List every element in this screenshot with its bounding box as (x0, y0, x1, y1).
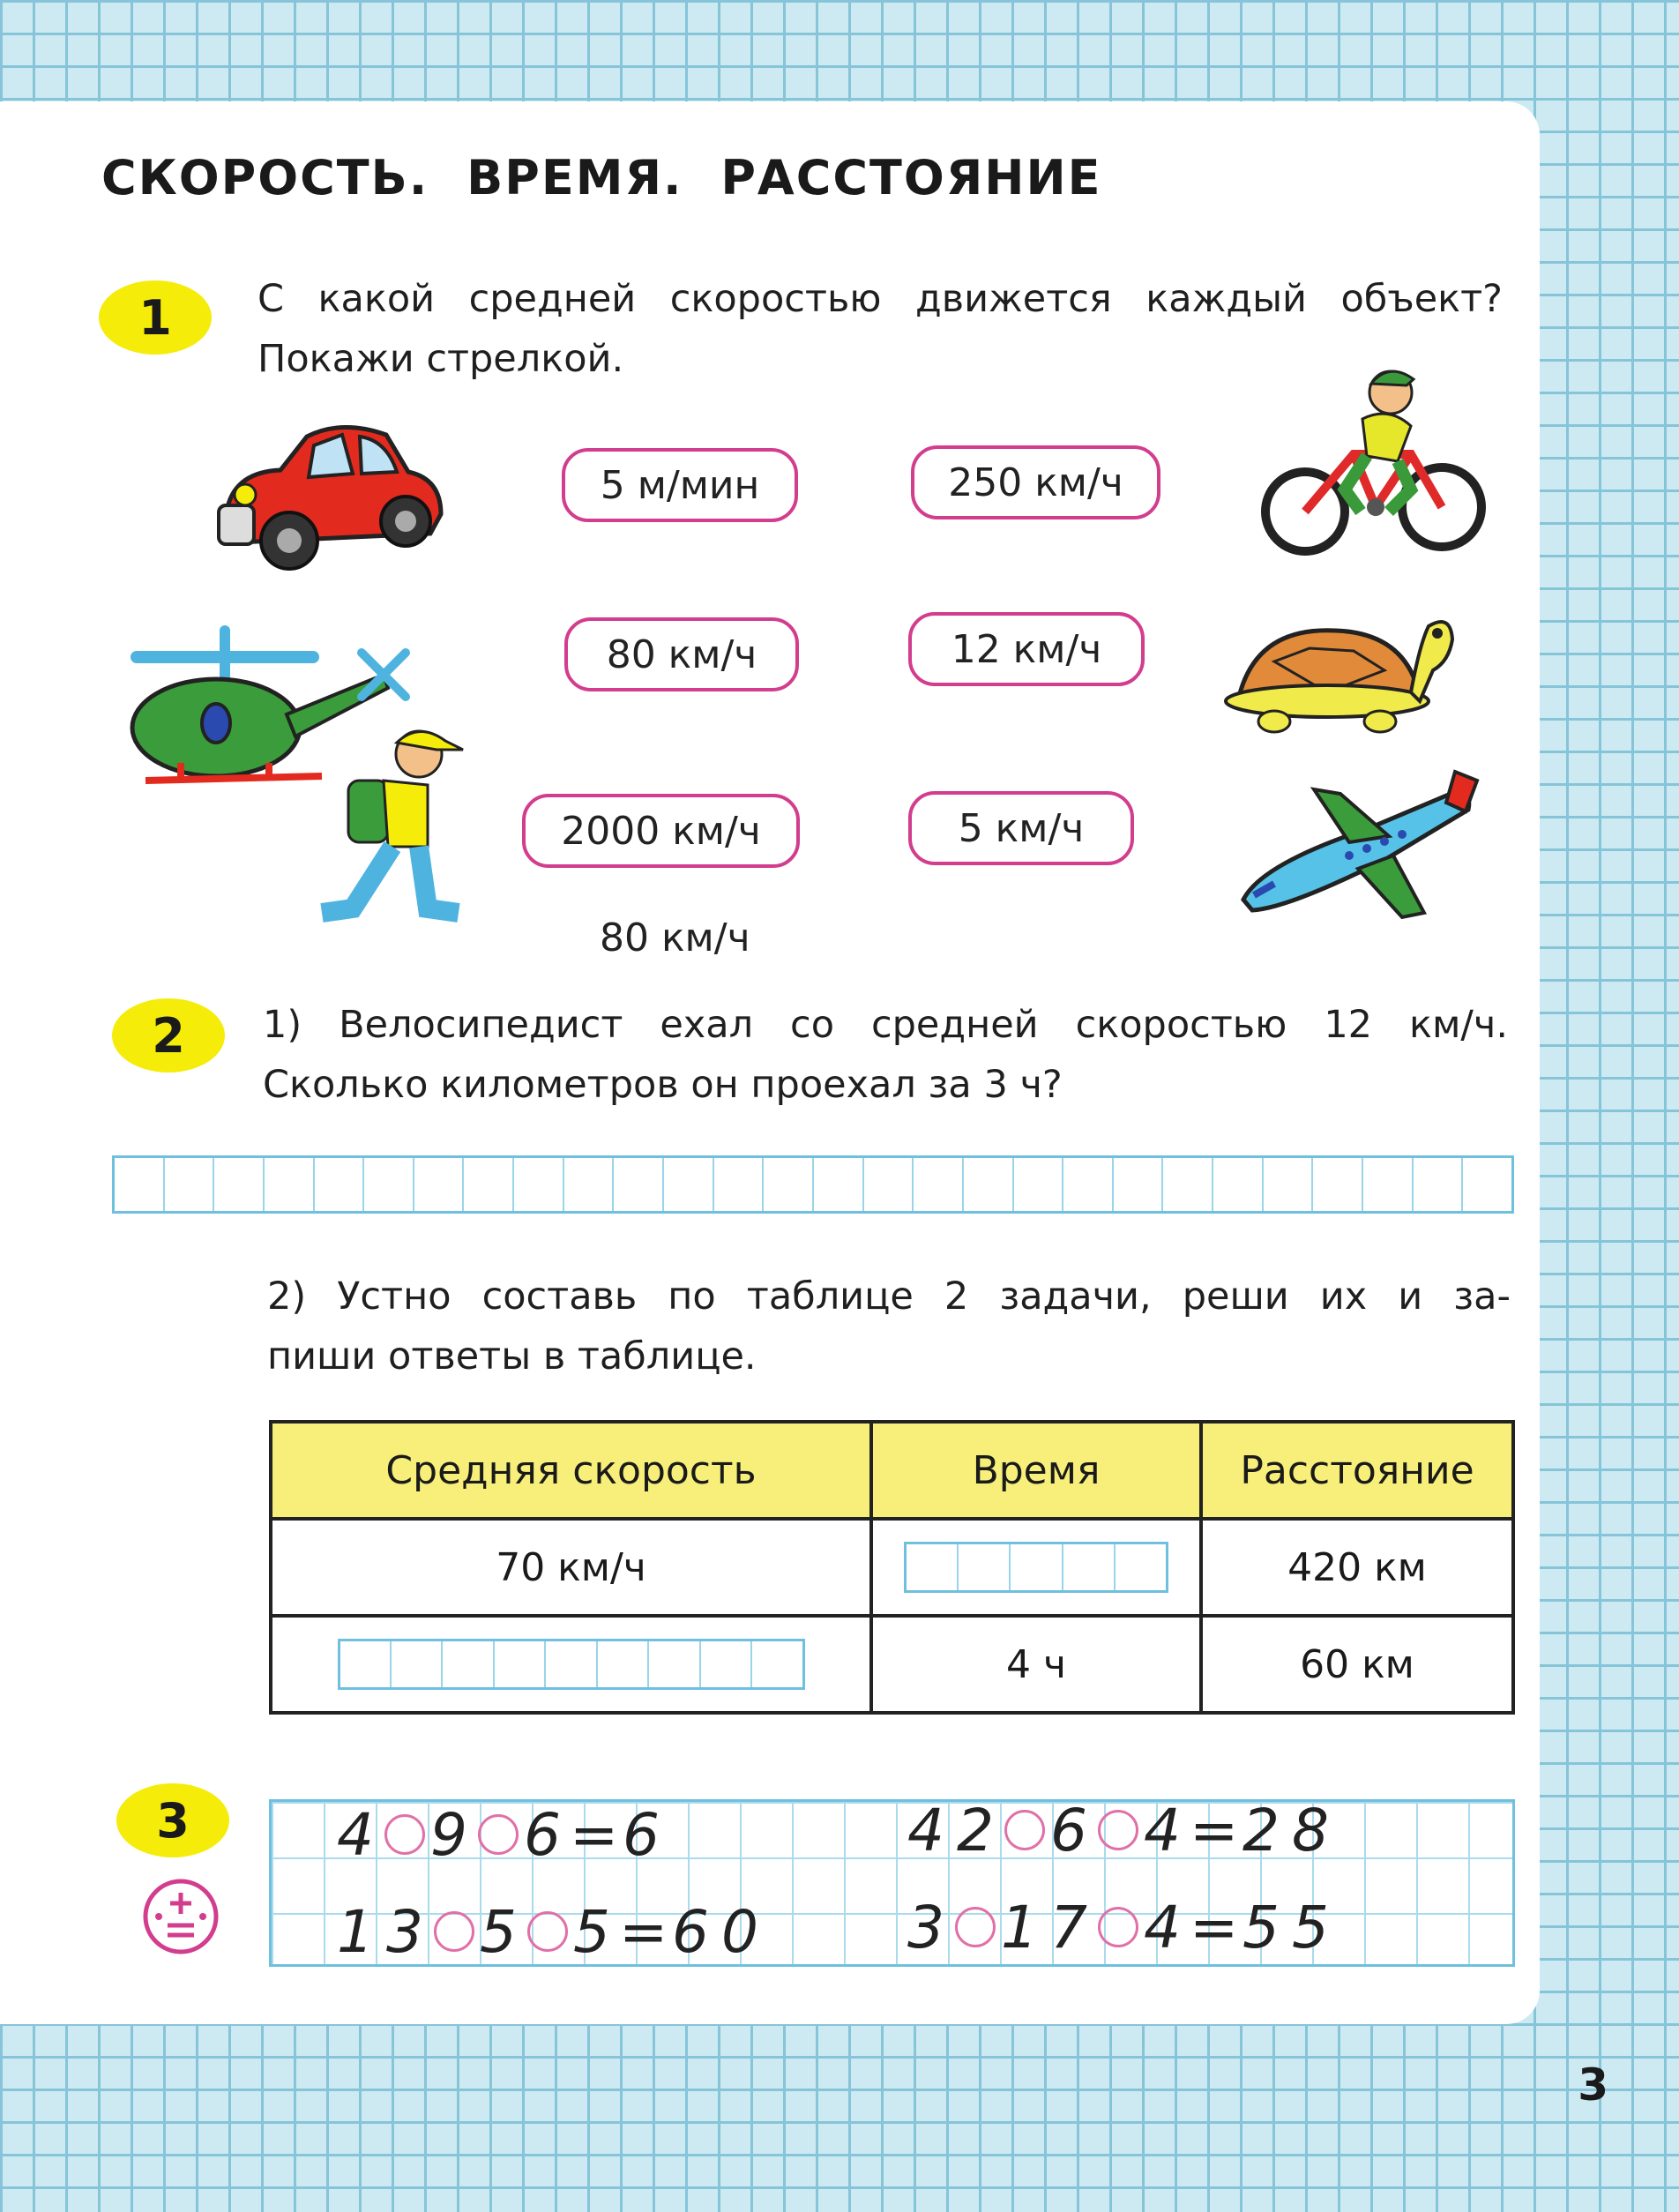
cell-time: 4 ч (871, 1616, 1201, 1713)
eq2-digit: 4 (907, 1796, 950, 1865)
page-title: СКОРОСТЬ. ВРЕМЯ. РАССТОЯНИЕ (101, 150, 1102, 206)
eq2-equals: = (1190, 1796, 1244, 1865)
plus-minus-dots-icon (141, 1877, 220, 1956)
eq3-digit: 5 (480, 1897, 522, 1966)
eq3-digit: 5 (573, 1897, 616, 1966)
page-number: 3 (1578, 2059, 1608, 2111)
task1-line2: Покажи стрелкой. (257, 337, 624, 381)
eq4-digit: 7 (1050, 1893, 1093, 1962)
eq2-digit: 6 (1050, 1796, 1093, 1865)
operator-slot[interactable] (1004, 1810, 1045, 1850)
cell-speed: 70 км/ч (271, 1519, 871, 1616)
speed-pill-5-kmh[interactable]: 5 км/ч (908, 791, 1134, 865)
task2-part2-text (267, 1267, 1511, 1386)
eq4-digit: 3 (907, 1893, 950, 1962)
speed-pill-80-kmh[interactable]: 80 км/ч (564, 617, 799, 691)
eq1-digit: 6 (524, 1800, 566, 1869)
speed-time-distance-table (269, 1420, 1515, 1715)
equation-2 (904, 1795, 1338, 1865)
speed-answer-cells[interactable] (338, 1639, 805, 1690)
eq1-equals: = (570, 1800, 624, 1869)
eq1-result: 6 (623, 1800, 665, 1869)
eq2-digit: 4 (1144, 1796, 1186, 1865)
pedestrian-icon[interactable] (304, 723, 481, 935)
eq4-result-digit: 5 (1292, 1893, 1334, 1962)
task2-answer-cells[interactable] (112, 1155, 1514, 1214)
table-row (271, 1616, 1513, 1713)
cell-distance: 60 км (1201, 1616, 1513, 1713)
speed-pill-2000-kmh[interactable]: 2000 км/ч (522, 794, 800, 868)
eq1-digit: 9 (430, 1800, 473, 1869)
time-answer-cells[interactable] (904, 1542, 1168, 1593)
eq4-equals: = (1190, 1893, 1244, 1962)
table-header-row (271, 1422, 1513, 1519)
turtle-icon[interactable] (1221, 609, 1459, 741)
operator-slot[interactable] (384, 1814, 425, 1855)
task2-part2-line1: 2) Устно составь по таблице 2 задачи, реши их и за- (267, 1274, 1511, 1319)
header-time: Время (871, 1422, 1201, 1519)
eq2-result-digit: 8 (1292, 1796, 1334, 1865)
table-row (271, 1519, 1513, 1616)
task2-badge: 2 (112, 998, 225, 1072)
task1-line1: С какой средней скоростью движется каждый объект? (257, 277, 1503, 321)
speed-label-extra: 80 км/ч (600, 915, 750, 960)
header-speed: Средняя скорость (271, 1422, 871, 1519)
task1-badge: 1 (99, 280, 212, 355)
cell-time-answer[interactable] (871, 1519, 1201, 1616)
eq3-equals: = (619, 1897, 674, 1966)
task2-part1-text (263, 995, 1508, 1115)
speed-pill-5-m-min[interactable]: 5 м/мин (562, 448, 798, 522)
eq3-digit: 1 (337, 1897, 379, 1966)
cell-distance: 420 км (1201, 1519, 1513, 1616)
operator-slot[interactable] (434, 1911, 474, 1952)
cell-speed-answer[interactable] (271, 1616, 871, 1713)
operator-slot[interactable] (955, 1907, 996, 1947)
eq4-digit: 1 (1001, 1893, 1043, 1962)
task2-part2-line2: пиши ответы в таблице. (267, 1334, 757, 1379)
equation-1 (333, 1799, 668, 1870)
eq3-digit: 3 (386, 1897, 429, 1966)
airplane-icon[interactable] (1235, 767, 1490, 935)
header-distance: Расстояние (1201, 1422, 1513, 1519)
equation-3 (333, 1896, 767, 1967)
speed-pill-250-kmh[interactable]: 250 км/ч (911, 445, 1160, 519)
bicycle-icon[interactable] (1257, 357, 1495, 560)
eq4-result-digit: 5 (1242, 1893, 1285, 1962)
task3-badge: 3 (116, 1783, 229, 1857)
eq3-result-digit: 6 (672, 1897, 714, 1966)
eq1-digit: 4 (337, 1800, 379, 1869)
eq2-result-digit: 2 (1242, 1796, 1285, 1865)
operator-slot[interactable] (1098, 1907, 1138, 1947)
car-icon[interactable] (210, 410, 457, 578)
speed-pill-12-kmh[interactable]: 12 км/ч (908, 612, 1145, 686)
eq4-digit: 4 (1144, 1893, 1186, 1962)
task2-part1-line2: Сколько километров он проехал за 3 ч? (263, 1063, 1063, 1107)
operator-slot[interactable] (527, 1911, 568, 1952)
equation-4 (904, 1892, 1338, 1962)
eq2-digit: 2 (957, 1796, 999, 1865)
operator-slot[interactable] (1098, 1810, 1138, 1850)
task2-part1-line1: 1) Велосипедист ехал со средней скоростью 12 км/ч. (263, 1003, 1508, 1047)
eq3-result-digit: 0 (721, 1897, 764, 1966)
operator-slot[interactable] (478, 1814, 519, 1855)
